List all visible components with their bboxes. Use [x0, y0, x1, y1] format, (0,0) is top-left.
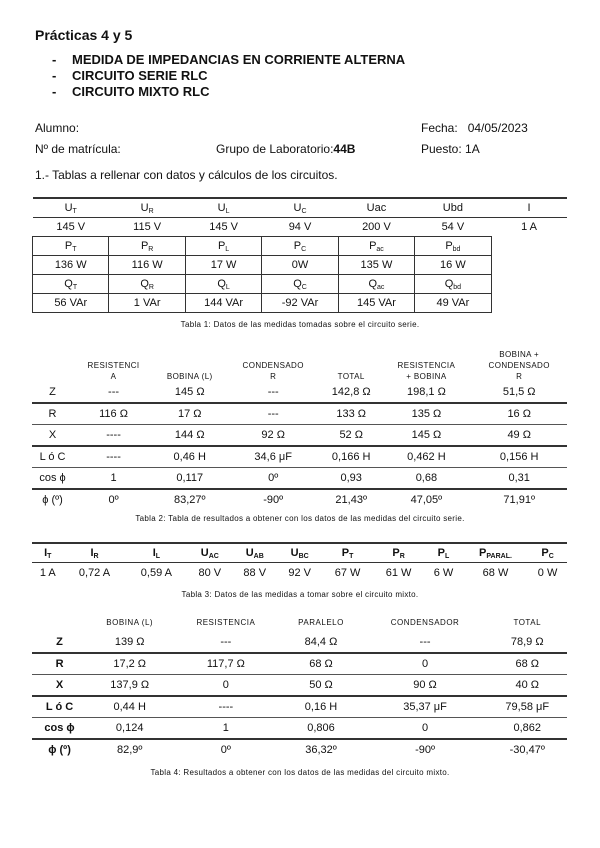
subscript: bd: [453, 283, 462, 291]
row-label: ϕ (º): [42, 494, 63, 506]
value-cell: 0,72 A: [78, 567, 111, 579]
value-cell: 0,862: [488, 718, 568, 740]
value-cell: 1 A: [39, 567, 56, 579]
table-row: [32, 489, 567, 510]
table4-caption: Tabla 4: Resultados a obtener con los datos de las medidas del circuito mixto.: [150, 768, 450, 777]
subscript: T: [47, 552, 52, 560]
header-cell: [33, 198, 109, 218]
table2-caption: Tabla 2: Tabla de resultados a obtener con los datos de las medidas del circuito serie.: [135, 514, 465, 523]
subscript: BC: [298, 552, 309, 560]
value-cell: 135 Ω: [381, 403, 471, 425]
value-cell: 0W: [262, 256, 338, 275]
header-cell: [109, 237, 185, 256]
value-cell: 0,59 A: [140, 567, 172, 579]
symbol: P: [293, 239, 302, 252]
value-cell: 0,16 H: [279, 696, 362, 718]
value-cell: 83,27º: [173, 494, 206, 506]
value-cell: 0º: [108, 494, 119, 506]
symbol: I: [152, 546, 156, 559]
column-header: [73, 346, 154, 382]
column-header: [279, 612, 362, 632]
header-cell: [463, 543, 528, 563]
subscript: T: [72, 207, 77, 215]
symbol: Q: [140, 277, 149, 290]
header-cell: [338, 198, 414, 218]
header-cell: [415, 198, 491, 218]
value-cell: 144 Ω: [154, 425, 225, 447]
value-cell: 92 V: [288, 567, 311, 579]
header-cell: [415, 237, 491, 256]
symbol: U: [293, 201, 302, 214]
value-cell: 0,156 H: [471, 446, 567, 468]
value-cell: 133 Ω: [321, 403, 381, 425]
table-series-measurements: [32, 197, 567, 313]
page-title: Prácticas 4 y 5: [35, 27, 133, 43]
value-cell: ---: [225, 382, 321, 403]
header-line: TOTAL: [513, 617, 542, 627]
header-line: TOTAL: [337, 372, 365, 381]
column-header: [471, 346, 567, 382]
row-label: X: [32, 425, 73, 447]
header-cell: [262, 237, 338, 256]
header-cell: [109, 198, 185, 218]
value-cell: -92 VAr: [262, 294, 338, 313]
value-cell: 36,32º: [305, 744, 337, 756]
header-line: PARALELO: [298, 617, 344, 627]
row-label: L ó C: [32, 696, 87, 718]
table-row: [32, 718, 567, 740]
value-cell: 0,44 H: [87, 696, 172, 718]
table-row: [32, 403, 567, 425]
bullet-item: - CIRCUITO MIXTO RLC: [52, 84, 210, 99]
header-line: RESISTENCIA: [397, 361, 456, 370]
value-cell: 49 Ω: [471, 425, 567, 447]
subscript: T: [72, 245, 77, 253]
value-cell: 17 W: [185, 256, 261, 275]
subscript: C: [301, 283, 307, 291]
value-cell: 142,8 Ω: [321, 382, 381, 403]
value-cell: 35,37 μF: [363, 696, 488, 718]
fecha-field: Fecha: 04/05/2023: [421, 121, 528, 135]
symbol: P: [369, 239, 377, 252]
value-cell: 92 Ω: [225, 425, 321, 447]
column-header: [488, 612, 568, 632]
column-header: [321, 346, 381, 382]
header-line: + BOBINA: [406, 372, 447, 381]
value-cell: 137,9 Ω: [87, 675, 172, 697]
symbol: I: [527, 201, 531, 214]
value-cell: 116 Ω: [73, 403, 154, 425]
symbol: P: [541, 546, 549, 559]
header-cell: [262, 198, 338, 218]
value-cell: 0: [363, 653, 488, 675]
subscript: L: [445, 552, 450, 560]
symbol: U: [245, 546, 254, 559]
subscript: R: [148, 245, 154, 253]
header-cell: [424, 543, 463, 563]
value-cell: 49 VAr: [415, 294, 491, 313]
value-cell: 34,6 μF: [225, 446, 321, 468]
header-line: RESISTENCI: [87, 361, 140, 370]
subscript: AB: [253, 552, 264, 560]
value-cell: 71,91º: [503, 494, 535, 506]
column-header: [32, 346, 73, 382]
symbol: P: [341, 546, 350, 559]
header-line: A: [110, 372, 117, 381]
value-cell: 1 VAr: [109, 294, 185, 313]
value-cell: 54 V: [441, 221, 465, 233]
value-cell: 135 W: [338, 256, 414, 275]
value-cell: ----: [73, 425, 154, 447]
value-cell: 136 W: [33, 256, 109, 275]
header-cell: [491, 198, 567, 218]
grupo-field: Grupo de Laboratorio:44B: [216, 142, 356, 156]
table-row: [32, 425, 567, 447]
subscript: R: [148, 207, 154, 215]
subscript: R: [93, 552, 99, 560]
column-header: [154, 346, 225, 382]
value-cell: ---: [363, 632, 488, 653]
empty-cell: [491, 237, 567, 256]
value-cell: 1 A: [521, 221, 537, 234]
value-cell: 68 Ω: [279, 653, 362, 675]
header-line: CONDENSADO: [488, 361, 550, 370]
symbol: P: [479, 546, 487, 559]
symbol: Q: [444, 277, 454, 290]
header-line: R: [516, 372, 523, 381]
value-cell: 17,2 Ω: [87, 653, 172, 675]
value-cell: 88 V: [243, 567, 267, 579]
symbol: P: [64, 239, 73, 252]
column-header: [172, 612, 279, 632]
value-cell: 84,4 Ω: [279, 632, 362, 653]
header-line: RESISTENCIA: [196, 617, 256, 627]
value-cell: 17 Ω: [154, 403, 225, 425]
subscript: AC: [208, 552, 219, 560]
table-mixed-measurements: [32, 542, 567, 583]
subscript: C: [301, 245, 307, 253]
value-cell: 0: [363, 718, 488, 740]
subscript: L: [155, 552, 161, 560]
value-cell: 0º: [220, 744, 231, 756]
value-cell: 0,117: [154, 468, 225, 490]
subscript: L: [225, 207, 230, 215]
header-cell: [32, 543, 64, 563]
value-cell: 139 Ω: [87, 632, 172, 653]
table-row: [32, 446, 567, 468]
value-cell: ---: [172, 632, 279, 653]
row-label: cos ϕ: [32, 468, 73, 490]
symbol: Uac: [366, 201, 387, 214]
value-cell: 79,58 μF: [488, 696, 568, 718]
value-cell: 80 V: [198, 567, 222, 579]
bullet-item: - CIRCUITO SERIE RLC: [52, 68, 208, 83]
header-cell: [322, 543, 373, 563]
value-cell: 145 Ω: [154, 382, 225, 403]
subscript: R: [399, 552, 405, 560]
header-cell: [277, 543, 322, 563]
header-line: BOBINA (L): [166, 372, 213, 381]
header-cell: [33, 275, 109, 294]
value-cell: 0: [172, 675, 279, 697]
value-cell: 116 W: [109, 256, 185, 275]
value-cell: 51,5 Ω: [471, 382, 567, 403]
value-cell: 144 VAr: [185, 294, 261, 313]
symbol: P: [392, 546, 400, 559]
column-header: [363, 612, 488, 632]
value-cell: 145 V: [209, 221, 238, 233]
subscript: C: [548, 552, 554, 560]
row-label: R: [32, 403, 73, 425]
value-cell: 50 Ω: [279, 675, 362, 697]
subscript: L: [225, 283, 230, 291]
value-cell: 0,166 H: [321, 446, 381, 468]
column-header: [381, 346, 471, 382]
value-cell: -90º: [263, 494, 284, 506]
value-cell: 68 W: [482, 567, 509, 579]
value-cell: 0 W: [537, 567, 558, 579]
symbol: P: [217, 239, 226, 252]
value-cell: 16 Ω: [471, 403, 567, 425]
value-cell: 52 Ω: [321, 425, 381, 447]
header-cell: [125, 543, 187, 563]
value-cell: 67 W: [334, 567, 361, 579]
table-row: [32, 696, 567, 718]
symbol: U: [140, 201, 149, 214]
row-label: L ó C: [32, 446, 73, 468]
bullet-item: - MEDIDA DE IMPEDANCIAS EN CORRIENTE ALTERNA: [52, 52, 406, 67]
table-row: [32, 739, 567, 760]
column-header: [87, 612, 172, 632]
symbol: P: [437, 546, 445, 559]
header-line: CONDENSADO: [242, 361, 304, 370]
header-line: CONDENSADOR: [390, 617, 460, 627]
section-heading: 1.- Tablas a rellenar con datos y cálculos de los circuitos.: [35, 168, 338, 182]
empty-cell: [491, 275, 567, 294]
value-cell: 1: [73, 468, 154, 490]
value-cell: 145 VAr: [338, 294, 414, 313]
table3-caption: Tabla 3: Datos de las medidas a tomar sobre el circuito mixto.: [181, 590, 419, 599]
value-cell: 94 V: [288, 221, 312, 233]
subscript: ac: [376, 245, 384, 253]
value-cell: 1: [172, 718, 279, 740]
puesto-field: Puesto: 1A: [421, 142, 480, 156]
symbol: I: [44, 546, 48, 559]
header-cell: [109, 275, 185, 294]
subscript: T: [72, 283, 78, 291]
symbol: U: [64, 201, 73, 214]
value-cell: ---: [225, 403, 321, 425]
table-row: [32, 675, 567, 697]
header-cell: [185, 275, 261, 294]
value-cell: 198,1 Ω: [381, 382, 471, 403]
symbol: U: [200, 546, 209, 559]
table-mixed-results: [32, 612, 567, 760]
header-line: BOBINA (L): [106, 617, 154, 627]
value-cell: 145 V: [56, 221, 86, 233]
value-cell: 82,9º: [116, 744, 143, 756]
value-cell: 16 W: [415, 256, 491, 275]
subscript: R: [148, 283, 154, 291]
header-cell: [187, 543, 232, 563]
header-cell: [373, 543, 424, 563]
row-label: Z: [32, 632, 87, 653]
value-cell: 115 V: [133, 221, 162, 233]
column-header: [32, 612, 87, 632]
table-row: [32, 468, 567, 490]
value-cell: ---: [73, 382, 154, 403]
alumno-label: Alumno:: [35, 121, 80, 135]
empty-cell: [491, 256, 567, 275]
symbol: P: [140, 239, 149, 252]
value-cell: 200 V: [362, 221, 391, 233]
value-cell: 56 VAr: [33, 294, 109, 313]
value-cell: 0,68: [381, 468, 471, 490]
value-cell: 0,124: [87, 718, 172, 740]
row-label: ϕ (º): [48, 744, 71, 756]
symbol: Q: [217, 277, 226, 290]
symbol: U: [290, 546, 299, 559]
symbol: Q: [64, 277, 73, 290]
subscript: C: [301, 207, 307, 215]
subscript: ac: [377, 283, 385, 291]
header-line: BOBINA +: [499, 350, 540, 359]
value-cell: 21,43º: [335, 494, 367, 506]
subscript: T: [349, 552, 354, 560]
value-cell: 145 Ω: [381, 425, 471, 447]
value-cell: 61 W: [385, 567, 412, 579]
subscript: PARAL.: [486, 552, 512, 560]
value-cell: 0,93: [321, 468, 381, 490]
header-cell: [528, 543, 567, 563]
symbol: P: [445, 239, 453, 252]
value-cell: 40 Ω: [488, 675, 568, 697]
symbol: Ubd: [442, 201, 463, 214]
value-cell: ----: [172, 696, 279, 718]
column-header: [225, 346, 321, 382]
row-label: Z: [32, 382, 73, 403]
subscript: bd: [452, 245, 461, 253]
symbol: I: [90, 546, 94, 559]
table-row: [32, 382, 567, 403]
value-cell: -90º: [415, 744, 435, 756]
row-label: X: [32, 675, 87, 697]
value-cell: 47,05º: [410, 494, 443, 506]
value-cell: 0º: [225, 468, 321, 490]
table-row: [32, 653, 567, 675]
value-cell: 0,31: [471, 468, 567, 490]
header-cell: [232, 543, 277, 563]
value-cell: 6 W: [433, 567, 454, 579]
symbol: Q: [293, 277, 302, 290]
header-line: R: [270, 372, 277, 381]
empty-cell: [491, 294, 567, 313]
header-cell: [185, 198, 261, 218]
header-cell: [338, 237, 414, 256]
row-label: R: [32, 653, 87, 675]
header-cell: [415, 275, 491, 294]
value-cell: 0,806: [279, 718, 362, 740]
value-cell: ----: [73, 446, 154, 468]
value-cell: -30,47º: [509, 744, 545, 756]
header-cell: [338, 275, 414, 294]
table-series-results: [32, 346, 567, 510]
value-cell: 90 Ω: [363, 675, 488, 697]
table-row: [32, 632, 567, 653]
row-label: cos ϕ: [32, 718, 87, 740]
header-cell: [64, 543, 126, 563]
subscript: L: [225, 245, 230, 253]
header-cell: [185, 237, 261, 256]
header-cell: [262, 275, 338, 294]
value-cell: 0,46 H: [154, 446, 225, 468]
table1-caption: Tabla 1: Datos de las medidas tomadas sobre el circuito serie.: [180, 320, 420, 329]
symbol: Q: [368, 277, 378, 290]
header-cell: [33, 237, 109, 256]
symbol: U: [217, 201, 226, 214]
value-cell: 78,9 Ω: [488, 632, 568, 653]
value-cell: 68 Ω: [488, 653, 568, 675]
value-cell: 0,462 H: [381, 446, 471, 468]
value-cell: 117,7 Ω: [172, 653, 279, 675]
matricula-label: Nº de matrícula:: [35, 142, 121, 156]
